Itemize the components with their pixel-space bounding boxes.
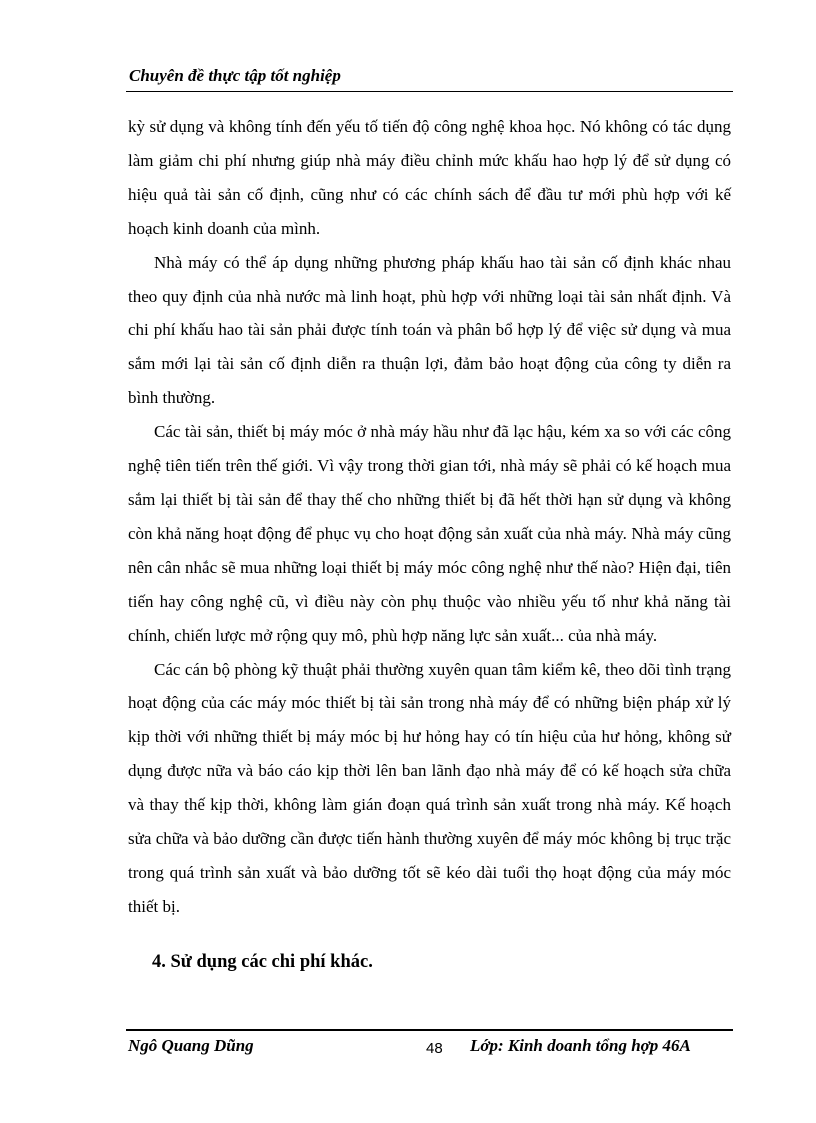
paragraph: Nhà máy có thể áp dụng những phương pháp khấu hao tài sản cố định khác nhau theo quy định của nhà nước mà linh hoạt, phù hợp với những loại tài sản nhất định. Và chi phí khấu hao tài sản phải được tính toán và phân bổ hợp lý để việc sử dụng và mua sắm mới lại tài sản cố định diễn ra thuận lợi, đảm bảo hoạt động của công ty diễn ra bình thường.	[128, 252, 731, 408]
paragraph: Các cán bộ phòng kỹ thuật phải thường xuyên quan tâm kiểm kê, theo dõi tình trạng hoạt động của các máy móc thiết bị tài sản trong nhà máy để có những biện pháp xử lý kịp thời với những thiết bị máy móc bị hư hỏng hay có tín hiệu của hư hỏng, không sử dụng được nữa và báo cáo kịp thời lên ban lãnh đạo nhà máy để có kế hoạch sửa chữa và thay thế kịp thời, không làm gián đoạn quá trình sản xuất trong nhà máy. Kế hoạch sửa chữa và bảo dưỡng cần được tiến hành thường xuyên để máy móc không bị trục trặc trong quá trình sản xuất và bảo dưỡng tốt sẽ kéo dài tuổi thọ hoạt động của máy móc thiết bị.	[128, 659, 731, 916]
footer-class-label: Lớp: Kinh doanh tổng hợp 46A	[470, 1036, 691, 1055]
paragraph: kỳ sử dụng và không tính đến yếu tố tiến độ công nghệ khoa học. Nó không có tác dụng làm giảm chi phí nhưng giúp nhà máy điều chỉnh mức khấu hao hợp lý để sử dụng có hiệu quả tài sản cố định, cũng như có các chính sách để đầu tư mới phù hợp với kế hoạch kinh doanh của mình.	[128, 117, 731, 238]
section-heading: 4. Sử dụng các chi phí khác.	[152, 952, 373, 972]
header-title: Chuyên đề thực tập tốt nghiệp	[129, 66, 341, 85]
header-divider	[126, 91, 733, 92]
paragraph: Các tài sản, thiết bị máy móc ở nhà máy hầu như đã lạc hậu, kém xa so với các công nghệ tiên tiến trên thế giới. Vì vậy trong thời gian tới, nhà máy sẽ phải có kế hoạch mua sắm lại thiết bị tài sản để thay thế cho những thiết bị đã hết thời hạn sử dụng và không còn khả năng hoạt động để phục vụ cho hoạt động sản xuất của nhà máy. Nhà máy cũng nên cân nhắc sẽ mua những loại thiết bị máy móc công nghệ như thế nào? Hiện đại, tiên tiến hay công nghệ cũ, vì điều này còn phụ thuộc vào nhiều yếu tố như khả năng tài chính, chiến lược mở rộng quy mô, phù hợp năng lực sản xuất... của nhà máy.	[128, 422, 731, 645]
footer-author: Ngô Quang Dũng	[128, 1036, 254, 1055]
page-number: 48	[426, 1040, 443, 1057]
body-text	[128, 110, 731, 924]
footer-divider	[126, 1029, 733, 1031]
